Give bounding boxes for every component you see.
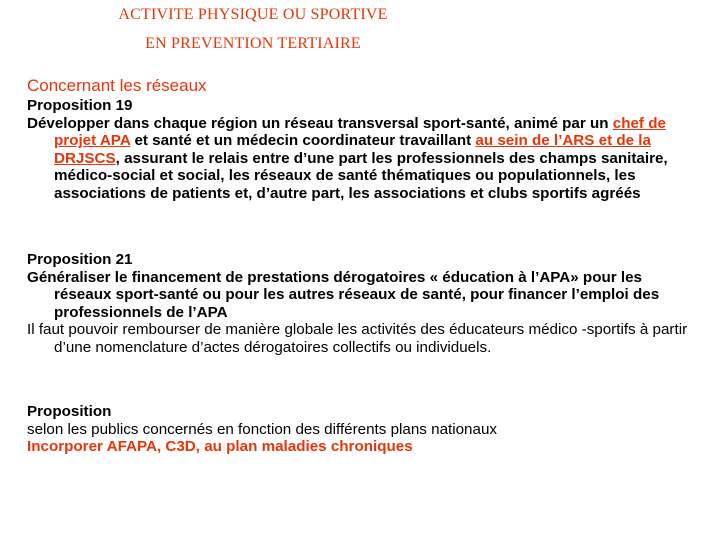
proposition-21-label: Proposition 21 [27, 251, 133, 268]
proposition-21-note: Il faut pouvoir rembourser de manière globale les activités des éducateurs médico -sportifs à partir d’une nomenclature d’actes dérogatoires collectifs ou individuels. [27, 321, 688, 356]
proposition-19-highlight-2: au sein de l’ARS et de la DRJSCS [54, 132, 651, 167]
proposition-19-text-part2: et santé et un médecin coordinateur travaillant [130, 132, 476, 150]
proposition-final-block [27, 403, 697, 456]
proposition-final-text: selon les publics concernés en fonction des différents plans nationaux [27, 420, 497, 438]
proposition-final-highlight: Incorporer AFAPA, C3D, au plan maladies chroniques [27, 438, 413, 456]
proposition-final-label: Proposition [27, 403, 112, 420]
proposition-21-text: Généraliser le financement de prestations dérogatoires « éducation à l’APA» pour les réseaux sport-santé ou pour les autres réseaux de santé, pour financer l’emploi des professionnels de l’APA [27, 268, 660, 321]
proposition-19-text [27, 115, 697, 203]
proposition-19-highlight-1: chef de projet APA [54, 114, 666, 150]
proposition-21-block [27, 251, 697, 357]
proposition-19-label: Proposition 19 [27, 97, 133, 114]
proposition-19-text-part1: Développer dans chaque région un réseau transversal sport-santé, animé par un [27, 114, 613, 132]
title-line-2: EN PREVENTION TERTIAIRE [145, 35, 361, 52]
section-heading: Concernant les réseaux [27, 76, 207, 95]
proposition-19-block [27, 97, 697, 203]
title-line-1: ACTIVITE PHYSIQUE OU SPORTIVE [118, 6, 388, 23]
proposition-19-text-part3: , assurant le relais entre d’une part les professionnels des champs sanitaire, médico-social et social, les réseaux de santé thématiques ou populationnels, les associations de patients et, d’autre part, les associations et clubs sportifs agréés [54, 149, 668, 202]
